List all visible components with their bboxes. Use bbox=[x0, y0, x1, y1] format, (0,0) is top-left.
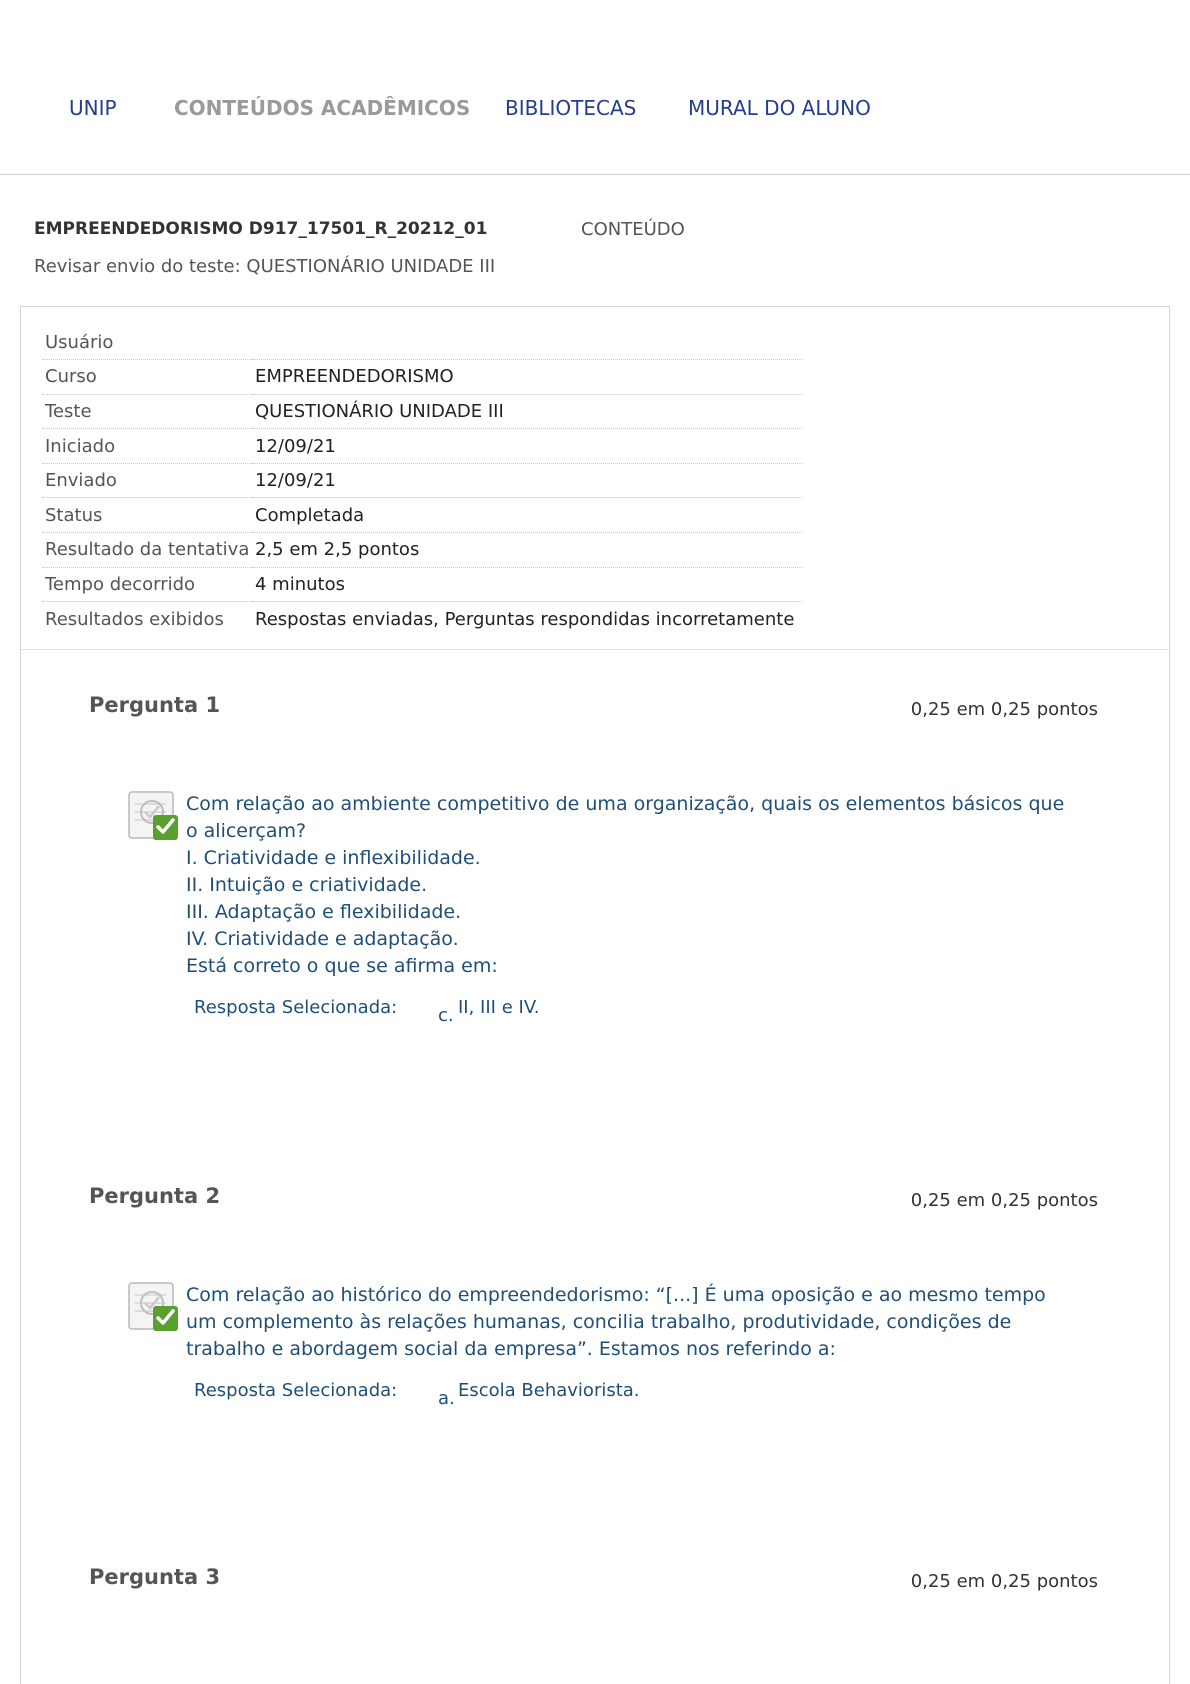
question-2-response-letter: a. bbox=[438, 1388, 455, 1409]
question-2-response-value: Escola Behaviorista. bbox=[458, 1380, 640, 1401]
info-row-enviado bbox=[42, 463, 802, 498]
info-value bbox=[252, 325, 802, 360]
info-value: Respostas enviadas, Perguntas respondidas incorretamente bbox=[255, 608, 795, 630]
info-value: 2,5 em 2,5 pontos bbox=[252, 533, 802, 568]
question-text-line: II. Intuição e criatividade. bbox=[186, 874, 428, 896]
info-value: 12/09/21 bbox=[252, 463, 802, 498]
info-value: QUESTIONÁRIO UNIDADE III bbox=[252, 394, 802, 429]
info-label: Status bbox=[42, 498, 252, 533]
info-value: EMPREENDEDORISMO bbox=[252, 360, 802, 395]
question-text-line: III. Adaptação e flexibilidade. bbox=[186, 901, 462, 923]
info-label: Iniciado bbox=[42, 429, 252, 464]
attempt-info-table bbox=[42, 325, 802, 636]
question-2-response-label: Resposta Selecionada: bbox=[194, 1380, 398, 1401]
info-label: Tempo decorrido bbox=[42, 567, 252, 602]
info-row-resultado bbox=[42, 533, 802, 568]
info-row-usuario bbox=[42, 325, 802, 360]
info-label: Usuário bbox=[42, 325, 252, 360]
question-1-response-value: II, III e IV. bbox=[458, 997, 540, 1018]
info-row-curso bbox=[42, 360, 802, 395]
divider bbox=[21, 649, 1169, 650]
question-text-line: IV. Criatividade e adaptação. bbox=[186, 928, 459, 950]
info-row-teste bbox=[42, 394, 802, 429]
info-row-status bbox=[42, 498, 802, 533]
question-1-response-letter: c. bbox=[438, 1005, 454, 1026]
info-value: 4 minutos bbox=[252, 567, 802, 602]
info-value: 12/09/21 bbox=[252, 429, 802, 464]
info-row-iniciado bbox=[42, 429, 802, 464]
question-1-score: 0,25 em 0,25 pontos bbox=[910, 699, 1098, 720]
nav-conteudos-academicos[interactable]: CONTEÚDOS ACADÊMICOS bbox=[174, 96, 471, 120]
question-2-score: 0,25 em 0,25 pontos bbox=[910, 1190, 1098, 1211]
info-value: Completada bbox=[252, 498, 802, 533]
page-subtitle: Revisar envio do teste: QUESTIONÁRIO UNIDADE III bbox=[34, 256, 496, 277]
top-navigation bbox=[0, 0, 1190, 175]
question-1-title: Pergunta 1 bbox=[89, 693, 221, 717]
breadcrumb-conteudo[interactable]: CONTEÚDO bbox=[581, 219, 685, 240]
nav-mural-do-aluno[interactable]: MURAL DO ALUNO bbox=[688, 96, 871, 120]
question-text-line: Com relação ao ambiente competitivo de uma organização, quais os elementos básicos que o alicerçam? bbox=[186, 793, 1065, 842]
question-2-title: Pergunta 2 bbox=[89, 1184, 221, 1208]
question-text-line: I. Criatividade e inflexibilidade. bbox=[186, 847, 481, 869]
question-1-text bbox=[186, 791, 1066, 980]
info-label: Teste bbox=[42, 394, 252, 429]
question-3-score: 0,25 em 0,25 pontos bbox=[910, 1571, 1098, 1592]
nav-unip[interactable]: UNIP bbox=[69, 96, 117, 120]
course-title[interactable]: EMPREENDEDORISMO D917_17501_R_20212_01 bbox=[34, 219, 488, 239]
question-text-line: Com relação ao histórico do empreendedorismo: “[...] É uma oposição e ao mesmo tempo um complemento às relações humanas, concilia trabalho, produtividade, condições de trabalho e abordagem social da empresa”. Estamos nos referindo a: bbox=[186, 1284, 1046, 1360]
question-2-text bbox=[186, 1282, 1066, 1363]
nav-bibliotecas[interactable]: BIBLIOTECAS bbox=[505, 96, 637, 120]
info-label: Resultado da tentativa bbox=[42, 533, 252, 568]
info-label: Curso bbox=[42, 360, 252, 395]
info-row-tempo bbox=[42, 567, 802, 602]
info-row-resultados-exibidos bbox=[42, 602, 802, 637]
info-label: Resultados exibidos bbox=[45, 608, 224, 630]
question-text-line: Está correto o que se afirma em: bbox=[186, 955, 498, 977]
question-3-title: Pergunta 3 bbox=[89, 1565, 221, 1589]
info-label: Enviado bbox=[42, 463, 252, 498]
correct-answer-icon bbox=[128, 790, 182, 842]
question-1-response-label: Resposta Selecionada: bbox=[194, 997, 398, 1018]
correct-answer-icon bbox=[128, 1281, 182, 1333]
